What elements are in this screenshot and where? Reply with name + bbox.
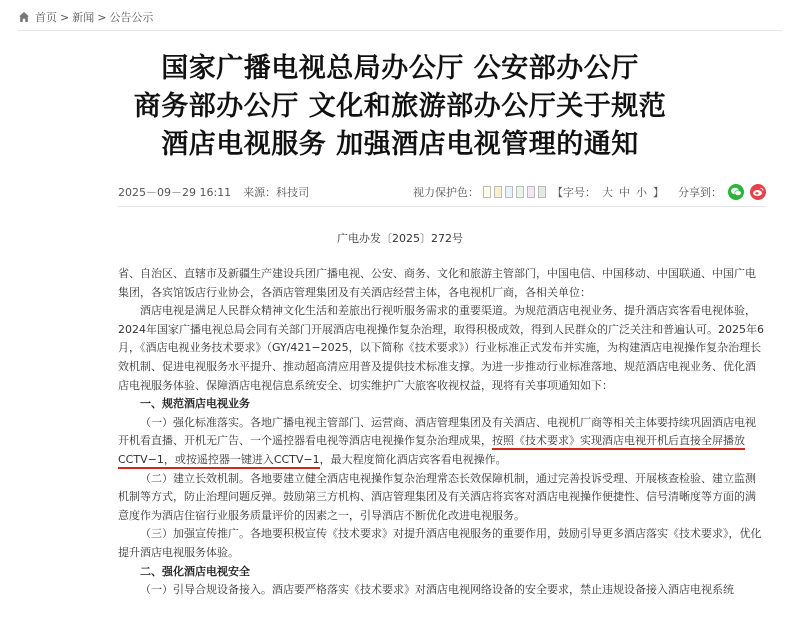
breadcrumb-section-link[interactable]: 公告公示 xyxy=(109,11,154,24)
highlighted-text: 按照《技术要求》实现酒店电视开机后直接全屏播放CCTV−1，或按遥控器一键进入CCTV−1 xyxy=(118,434,745,469)
font-size-label: 【字号： xyxy=(552,186,596,199)
page-title xyxy=(0,50,800,164)
font-size-large-button[interactable]: 大 xyxy=(602,186,613,199)
eye-protection-label: 视力保护色： xyxy=(413,186,479,199)
document-number: 广电办发〔2025〕272号 xyxy=(337,232,463,245)
body-paragraph: 酒店电视是满足人民群众精神文化生活和差旅出行视听服务需求的重要渠道。为规范酒店电视业务、提升酒店宾客看电视体验，2024年国家广播电视总局会同有关部门开展酒店电视操作复杂治理，取得积极成效，得到人民群众的广泛关注和普遍认可。2025年6月，《酒店电视业务技术要求》（GY/421−2025，以下简称《技术要求》）行业标准正式发布并实施，为构建酒店电视操作复杂治理长效机制、促进电视服务水平提升、推动超高清应用普及提供技术标准支撑。为进一步推动行业标准落地、规范酒店电视业务、优化酒店电视服务体验、保障酒店电视信息系统安全、切实维护广大旅客收视权益，现将有关事项通知如下： xyxy=(118,304,764,392)
header-divider xyxy=(18,30,782,31)
breadcrumb xyxy=(18,9,153,25)
publish-date: 2025－09－29 16:11 xyxy=(118,186,232,199)
title-line: 商务部办公厅 文化和旅游部办公厅关于规范 xyxy=(133,91,667,122)
eye-protection-swatch[interactable] xyxy=(527,186,535,198)
article-body xyxy=(118,265,764,600)
body-paragraph xyxy=(118,414,764,470)
eye-protection-swatch[interactable] xyxy=(505,186,513,198)
body-paragraph: （一）引导合规设备接入。酒店要严格落实《技术要求》对酒店电视网络设备的安全要求，禁止违规设备接入酒店电视系统 xyxy=(140,583,734,597)
share-label: 分享到： xyxy=(678,186,722,199)
paragraph-text: ，最大程度简化酒店宾客看电视操作。 xyxy=(319,452,507,466)
weibo-share-icon[interactable] xyxy=(750,184,766,200)
body-paragraph: （三）加强宣传推广。各地要积极宣传《技术要求》对提升酒店电视服务的重要作用，鼓励引导更多酒店落实《技术要求》，优化提升酒店电视服务体验。 xyxy=(118,527,762,559)
meta-divider xyxy=(118,206,766,207)
home-icon[interactable] xyxy=(18,11,30,23)
title-line: 酒店电视服务 加强酒店电视管理的通知 xyxy=(161,129,639,160)
font-size-small-button[interactable]: 小 xyxy=(636,186,647,199)
section-heading: 一、规范酒店电视业务 xyxy=(140,397,250,411)
article-meta xyxy=(118,184,766,200)
article-source: 来源：科技司 xyxy=(243,186,310,199)
breadcrumb-separator: > xyxy=(97,10,107,24)
font-size-medium-button[interactable]: 中 xyxy=(619,186,630,199)
body-paragraph: （二）建立长效机制。各地要建立健全酒店电视操作复杂治理常态长效保障机制，通过完善投诉受理、开展核查检验、建立监测机制等方式，防止治理问题反弹。鼓励第三方机构、酒店管理集团及有关酒店将宾客对酒店电视操作便捷性、信号清晰度等方面的满意度作为酒店住宿行业服务质量评价的因素之一，引导酒店不断优化改进电视服务。 xyxy=(118,471,756,522)
eye-protection-swatches xyxy=(483,186,546,198)
title-line: 国家广播电视总局办公厅 公安部办公厅 xyxy=(161,53,639,84)
breadcrumb-home-link[interactable]: 首页 xyxy=(35,11,57,24)
breadcrumb-separator: > xyxy=(60,10,70,24)
eye-protection-swatch[interactable] xyxy=(483,186,491,198)
font-size-control xyxy=(552,184,664,200)
eye-protection-swatch[interactable] xyxy=(538,186,546,198)
font-size-bracket: 】 xyxy=(653,186,664,199)
paragraph-text: （一）强化标准落实。各地广播电视主管部门、运营商、酒店管理集团及有关酒店、电视机厂商等相关主体要持续巩固酒店电视开机看直播、开机无广告、一个遥控器看电视等酒店电视操作复杂治理成果， xyxy=(118,415,756,448)
salutation-paragraph: 省、自治区、直辖市及新疆生产建设兵团广播电视、公安、商务、文化和旅游主管部门，中国电信、中国移动、中国联通、中国广电集团，各宾馆饭店行业协会，各酒店管理集团及有关酒店经营主体，各电视机厂商，各相关单位： xyxy=(118,267,756,299)
eye-protection-swatch[interactable] xyxy=(516,186,524,198)
share-bar xyxy=(678,184,766,200)
section-heading: 二、强化酒店电视安全 xyxy=(140,564,250,578)
breadcrumb-news-link[interactable]: 新闻 xyxy=(72,11,95,24)
eye-protection-swatch[interactable] xyxy=(494,186,502,198)
wechat-share-icon[interactable] xyxy=(728,184,744,200)
